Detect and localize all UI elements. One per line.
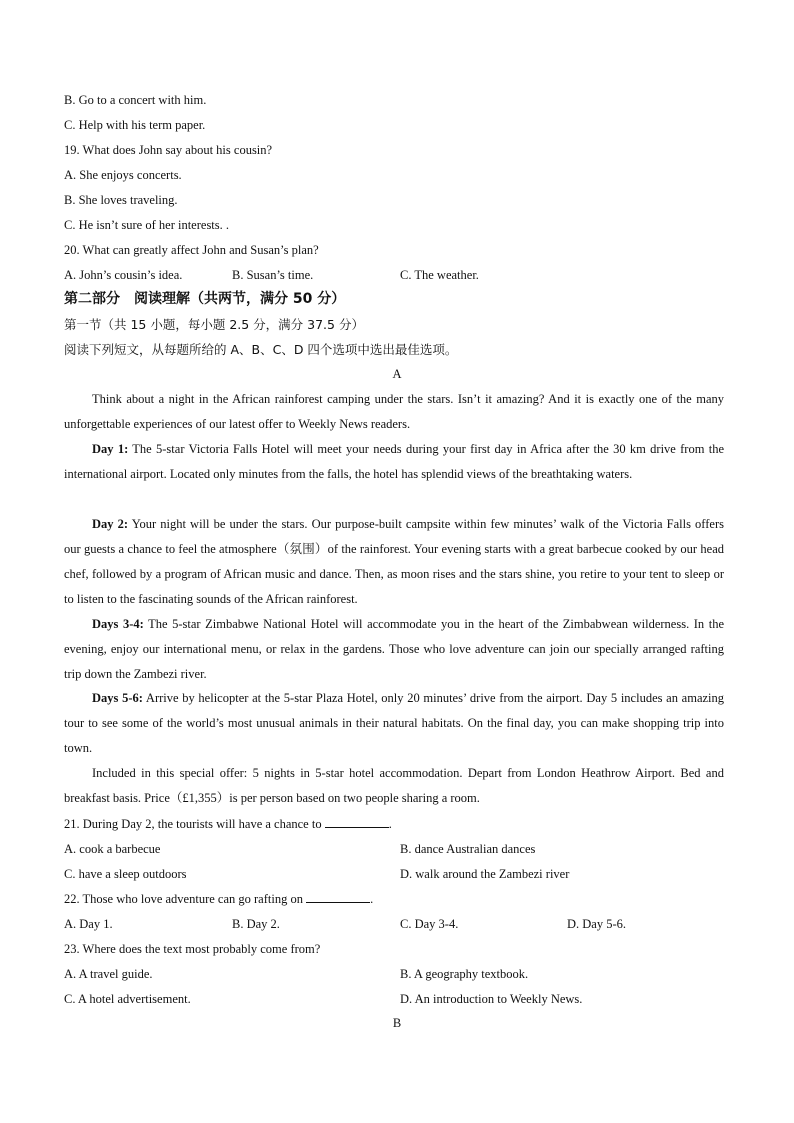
day1-label: Day 1: [92,442,129,456]
q22-option-b: B. Day 2. [232,917,280,931]
passage-a-included: Included in this special offer: 5 nights in 5-star hotel accommodation. Depart from London Heathrow Airport. Bed and breakfast basis. Price（£1,355）is per person based on two people sharing a room. [64,766,724,805]
q21-option-b: B. dance Australian dances [400,842,536,856]
passage-a-label: A [392,367,402,381]
q21-stem-text: 21. During Day 2, the tourists will have a chance to [64,817,322,831]
q20-option-b: B. Susan’s time. [232,268,314,282]
passage-a-day1 [64,437,724,487]
day2-label: Day 2: [92,517,129,531]
q22-stem-end: . [370,892,374,906]
days56-label: Days 5-6: [92,691,143,705]
q22-option-d: D. Day 5-6. [567,917,627,931]
q22-stem-text: 22. Those who love adventure can go rafting on [64,892,303,906]
passage-a-intro: Think about a night in the African rainforest camping under the stars. Isn’t it amazing? And it is exactly one of the many unforgettable experiences of our latest offer to Weekly News readers. [64,392,724,431]
answer-blank [306,891,370,903]
day2-text: Your night will be under the stars. Our purpose-built campsite within few minutes’ walk of the Victoria Falls offers our guests a chance to feel the atmosphere（氛围）of the rainforest. Your evening starts with a great barbecue cooked by our head chef, followed by a program of African music and dance. Then, as moon rises and the stars shine, you retire to your tent to sleep or to listen to the fascinating sounds of the African rainforest. [64,517,724,606]
q21-stem [64,816,392,832]
instruction-text: 阅读下列短文，从每题所给的 A、B、C、D 四个选项中选出最佳选项。 [64,342,458,357]
section1-heading: 第一节（共 15 小题，每小题 2.5 分，满分 37.5 分） [64,317,364,332]
q22-stem [64,891,373,907]
q22-option-a: A. Day 1. [64,917,113,931]
passage-a-day2 [64,512,724,612]
passage-b-label: B [392,1016,402,1030]
passage-a-days56 [64,686,724,761]
q21-option-d: D. walk around the Zambezi river [400,867,570,881]
days34-label: Days 3-4: [92,617,144,631]
days56-text: Arrive by helicopter at the 5-star Plaza Hotel, only 20 minutes’ drive from the airport. Day 5 includes an amazing tour to see some of the world’s most unusual animals in their natural habitats. On the final day, you can make shopping trip into town. [64,691,725,755]
q23-option-b: B. A geography textbook. [400,967,529,981]
answer-blank [325,816,389,828]
q21-option-c: C. have a sleep outdoors [64,867,187,881]
q19-option-c: C. He isn’t sure of her interests. . [64,218,230,232]
q18-option-b: B. Go to a concert with him. [64,93,207,107]
q18-option-c: C. Help with his term paper. [64,118,206,132]
q21-option-a: A. cook a barbecue [64,842,161,856]
q23-stem: 23. Where does the text most probably come from? [64,942,321,956]
day1-text: The 5-star Victoria Falls Hotel will meet your needs during your first day in Africa after the 30 km drive from the international airport. Located only minutes from the falls, the hotel has splendid views of the breathtaking waters. [64,442,724,481]
q20-stem: 20. What can greatly affect John and Susan’s plan? [64,243,319,257]
q19-option-b: B. She loves traveling. [64,193,178,207]
passage-a-days34 [64,612,724,687]
q21-stem-end: . [388,817,392,831]
q20-option-a: A. John’s cousin’s idea. [64,268,183,282]
part2-heading: 第二部分 阅读理解（共两节，满分 50 分） [64,291,346,307]
q19-option-a: A. She enjoys concerts. [64,168,182,182]
q23-option-a: A. A travel guide. [64,967,153,981]
q20-option-c: C. The weather. [400,268,479,282]
q23-option-d: D. An introduction to Weekly News. [400,992,583,1006]
q23-option-c: C. A hotel advertisement. [64,992,191,1006]
q19-stem: 19. What does John say about his cousin? [64,143,273,157]
days34-text: The 5-star Zimbabwe National Hotel will accommodate you in the heart of the Zimbabwean wilderness. In the evening, enjoy our international menu, or relax in the gardens. Those who love adventure can join our specially arranged rafting trip down the Zambezi river. [64,617,724,681]
q22-option-c: C. Day 3-4. [400,917,459,931]
